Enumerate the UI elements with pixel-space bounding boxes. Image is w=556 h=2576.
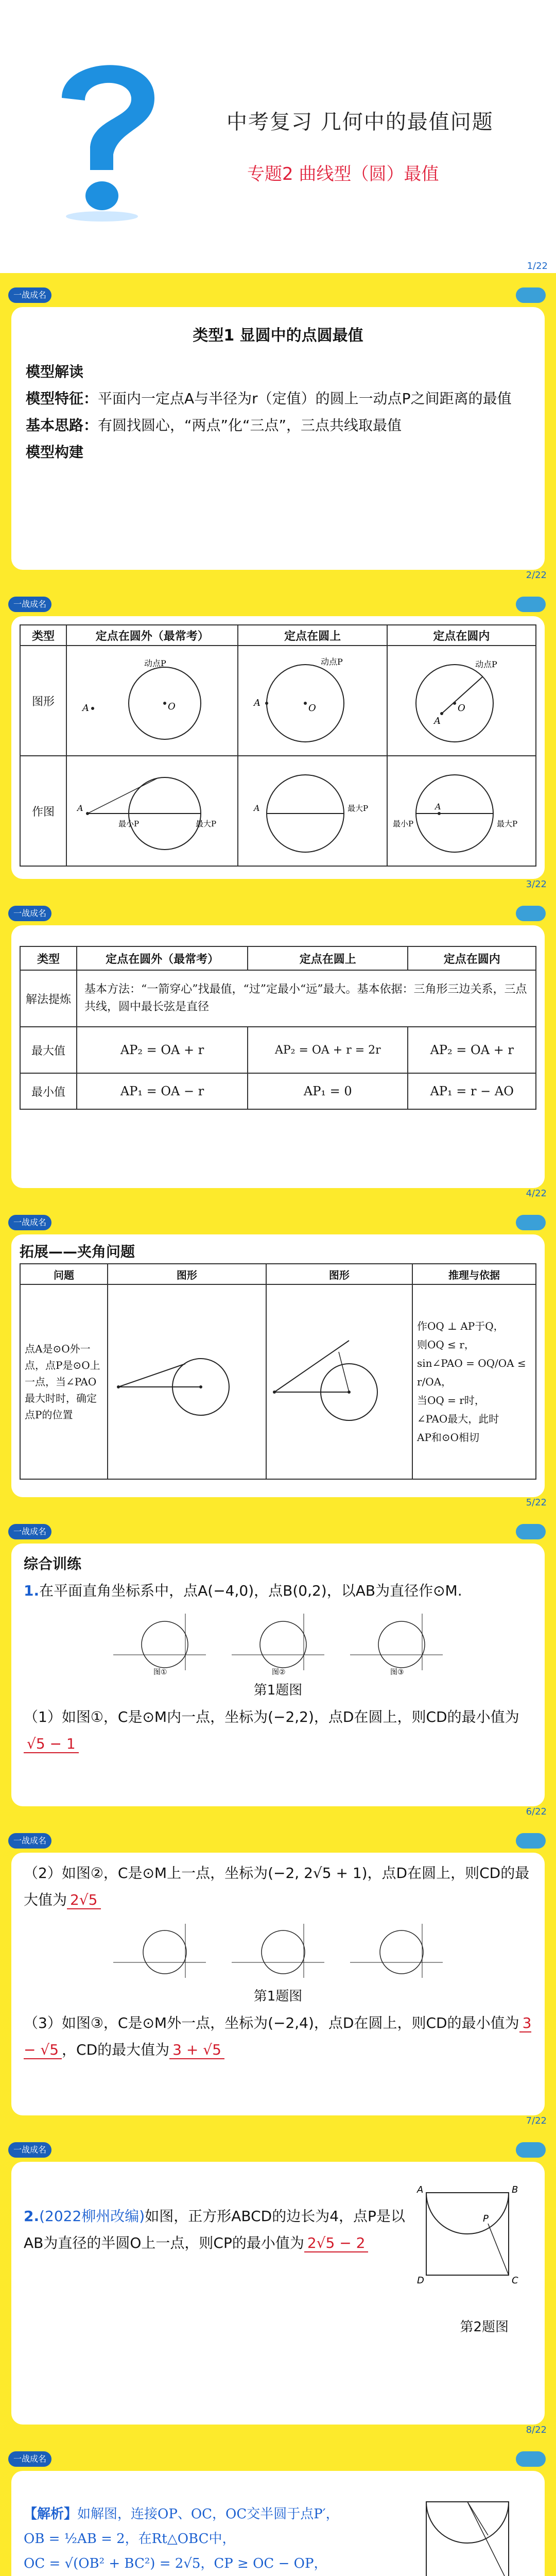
content-card: [11, 1234, 545, 1497]
content-card: [11, 2162, 545, 2425]
question-source: (2022柳州改编): [39, 2208, 145, 2225]
brand-logo: 一战成名: [8, 287, 51, 303]
content-card: [11, 307, 545, 570]
brand-logo: 一战成名: [8, 1833, 51, 1849]
label-moving-p: 动点P: [144, 658, 166, 668]
row-label: 作图: [20, 756, 66, 866]
coord-figure-1: [108, 1919, 211, 1980]
slide-7: [0, 2133, 556, 2442]
slide-8: [0, 2442, 556, 2576]
cover-subtitle: 专题2 曲线型（圆）最值: [247, 164, 439, 184]
solution-line: 如解图，连接OP、OC，OC交半圆于点P′，: [77, 2506, 339, 2522]
brand-logo: 一战成名: [8, 2451, 51, 2467]
coord-figure-3: [345, 1608, 448, 1675]
figure-label: 图①: [153, 1668, 167, 1675]
camera-icon: [516, 2142, 546, 2158]
feature-text: 平面内一定点A与半径为r（定值）的圆上一动点P之间距离的最值: [98, 390, 512, 407]
idea-text: 有圆找圆心，“两点”化“三点”，三点共线取最值: [98, 417, 402, 434]
label-a: A: [77, 803, 83, 813]
question-number: 1.: [24, 1582, 40, 1599]
label-o: O: [168, 701, 176, 712]
reason-line: sin∠PAO = OQ/OA ≤ r/OA，: [417, 1357, 526, 1388]
table-header: 定点在圆外（最常考）: [66, 625, 238, 646]
reason-line: ∠PAO最大，此时: [417, 1413, 499, 1425]
camera-icon: [516, 1215, 546, 1230]
label-moving-p: 动点P: [475, 659, 497, 669]
table-header: 推理与依据: [412, 1264, 536, 1284]
figure-row: [24, 1919, 532, 1980]
camera-icon: [516, 1833, 546, 1849]
reason-line: AP和⊙O相切: [417, 1431, 480, 1444]
answer: 3 + √5: [169, 2041, 224, 2059]
figure-outside: [67, 652, 221, 750]
method-text: 基本方法：“一箭穿心”找最值，“过”定最小“远”最大。基本依据：三角形三边关系，三点共线，圆中最长弦是直径: [77, 970, 536, 1027]
model-title: 模型解读: [26, 363, 84, 380]
formula-cell: AP₂ = OA + r = 2r: [248, 1027, 408, 1073]
angle-table: [20, 1263, 536, 1480]
angle-figure-1: [108, 1320, 242, 1444]
label-max-p: 最大P: [196, 819, 217, 828]
page-number: 5/22: [526, 1497, 547, 1508]
page-number: 8/22: [526, 2425, 547, 2435]
camera-icon: [516, 2451, 546, 2467]
row-label: 最小值: [20, 1073, 77, 1109]
figure-caption: 第2题图: [460, 2319, 509, 2335]
table-header: 图形: [266, 1264, 412, 1284]
camera-icon: [516, 287, 546, 303]
camera-icon: [516, 906, 546, 921]
formula-cell: AP₁ = r − AO: [408, 1073, 536, 1109]
label-b: B: [512, 2184, 518, 2195]
answer: √5 − 1: [24, 1735, 79, 1753]
solution-line: OB = ½AB = 2，在Rt△OBC中，: [24, 2531, 236, 2547]
page-number: 3/22: [526, 879, 547, 890]
label-min-p: 最小P: [118, 819, 140, 828]
solution-figure: [411, 2492, 524, 2576]
figure-outside-construct: [67, 762, 221, 860]
label-a: A: [435, 802, 441, 811]
coord-figure-3: [345, 1919, 448, 1980]
label-moving-p: 动点P: [321, 657, 343, 667]
question-text: （3）如图③，C是⊙M外一点，坐标为(−2,4)，点D在圆上，则CD的最小值为: [24, 2014, 519, 2031]
figure-row: [24, 1608, 532, 1675]
answer: 2√5 − 2: [304, 2234, 369, 2252]
question-mark-icon: [41, 41, 175, 227]
content-card: [11, 1853, 545, 2115]
figure-table: [20, 624, 536, 867]
table-header: 定点在圆上: [248, 946, 408, 970]
label-max-p: 最大P: [496, 819, 517, 828]
formula-table: [20, 946, 536, 1110]
brand-logo: 一战成名: [8, 1215, 51, 1230]
label-a: A: [254, 803, 260, 813]
angle-figure-2: [267, 1320, 390, 1444]
figure-caption: 第1题图: [253, 1989, 303, 2004]
question-text: ，CD的最大值为: [62, 2041, 170, 2058]
row-label: 图形: [20, 646, 66, 756]
question-text: （2）如图②，C是⊙M上一点，坐标为(−2, 2√5 + 1)，点D在圆上，则CD的最大值为: [24, 1865, 530, 1908]
reason-line: 则OQ ≤ r，: [417, 1338, 475, 1351]
row-label: 解法提炼: [20, 970, 77, 1027]
formula-cell: AP₁ = 0: [248, 1073, 408, 1109]
table-header: 定点在圆内: [387, 625, 536, 646]
figure-on-construct: [238, 762, 372, 860]
figure-caption: 第1题图: [253, 1683, 303, 1698]
figure-inside: [388, 652, 522, 750]
reason-line: 当OQ = r时，: [417, 1394, 485, 1406]
answer: 3 − √5: [24, 2014, 532, 2058]
content-card: [11, 2471, 545, 2576]
page-number: 6/22: [526, 1806, 547, 1817]
slide-1: [0, 278, 556, 587]
figure-label: 图③: [390, 1668, 404, 1675]
cover-slide: [0, 0, 556, 278]
label-p: P: [483, 2213, 489, 2224]
slide-5: [0, 1515, 556, 1824]
brand-logo: 一战成名: [8, 1524, 51, 1539]
label-max-p: 最大P: [348, 804, 369, 813]
section-heading: 类型1 显圆中的点圆最值: [193, 327, 363, 345]
coord-figure-1: [108, 1608, 211, 1675]
content-card: [11, 925, 545, 1188]
formula-cell: AP₁ = OA − r: [77, 1073, 248, 1109]
page-number: 4/22: [526, 1188, 547, 1199]
slide-6: [0, 1824, 556, 2133]
label-o: O: [457, 703, 465, 714]
table-header: 定点在圆上: [238, 625, 387, 646]
brand-logo: 一战成名: [8, 906, 51, 921]
question-text: （1）如图①，C是⊙M内一点，坐标为(−2,2)，点D在圆上，则CD的最小值为: [24, 1708, 519, 1725]
section-heading: 综合训练: [24, 1555, 82, 1572]
figure-on: [238, 652, 372, 750]
camera-icon: [516, 1524, 546, 1539]
formula-cell: AP₂ = OA + r: [408, 1027, 536, 1073]
problem-text: 点A是⊙O外一点，点P是⊙O上一点，当∠PAO最大时时，确定点P的位置: [20, 1284, 108, 1479]
slide-2: [0, 587, 556, 896]
label-min-p: 最小P: [392, 819, 413, 828]
coord-figure-2: [227, 1608, 329, 1675]
reason-line: 作OQ ⊥ AP于Q，: [417, 1320, 504, 1332]
figure-label: 图②: [272, 1668, 286, 1675]
solution-tag: 【解析】: [24, 2506, 78, 2522]
camera-icon: [516, 597, 546, 612]
formula-cell: AP₂ = OA + r: [77, 1027, 248, 1073]
label-d: D: [417, 2275, 424, 2286]
square-figure: [411, 2182, 524, 2306]
question-text: 如图，正方形ABCD的边长为4，点P是以AB为直径的半圆O上一点，则CP的最小值为: [24, 2208, 405, 2251]
content-card: [11, 1544, 545, 1806]
page-number: 7/22: [526, 2115, 547, 2126]
figure-inside-construct: [388, 762, 522, 860]
solution-line: OC = √(OB² + BC²) = 2√5，CP ≥ OC − OP，: [24, 2556, 327, 2571]
table-header: 定点在圆内: [408, 946, 536, 970]
label-c: C: [512, 2275, 518, 2286]
question-number: 2.: [24, 2208, 40, 2225]
page-number: 1/22: [527, 261, 548, 272]
table-header: 定点在圆外（最常考）: [77, 946, 248, 970]
row-label: 最大值: [20, 1027, 77, 1073]
label-a: A: [417, 2184, 424, 2195]
section-heading: 拓展——夹角问题: [20, 1243, 135, 1260]
table-header: 类型: [20, 625, 66, 646]
solution-block: [24, 2502, 405, 2576]
slide-3: [0, 896, 556, 1206]
label-a: A: [433, 716, 441, 726]
question-text: 在平面直角坐标系中，点A(−4,0)，点B(0,2)，以AB为直径作⊙M.: [39, 1582, 462, 1599]
cover-title: 中考复习 几何中的最值问题: [227, 110, 494, 134]
label-o: O: [308, 703, 317, 714]
build-title: 模型构建: [26, 444, 84, 461]
brand-logo: 一战成名: [8, 2142, 51, 2158]
label-a: A: [254, 698, 261, 708]
slide-4: [0, 1206, 556, 1515]
answer: 2√5: [67, 1891, 100, 1909]
label-a: A: [82, 703, 89, 714]
table-header: 类型: [20, 946, 77, 970]
coord-figure-2: [227, 1919, 329, 1980]
page-number: 2/22: [526, 570, 547, 581]
reason-cell: [412, 1284, 536, 1479]
table-header: 问题: [20, 1264, 108, 1284]
brand-logo: 一战成名: [8, 597, 51, 612]
content-card: [11, 616, 545, 879]
idea-label: 基本思路：: [26, 417, 98, 434]
table-header: 图形: [108, 1264, 266, 1284]
feature-label: 模型特征：: [26, 390, 98, 407]
